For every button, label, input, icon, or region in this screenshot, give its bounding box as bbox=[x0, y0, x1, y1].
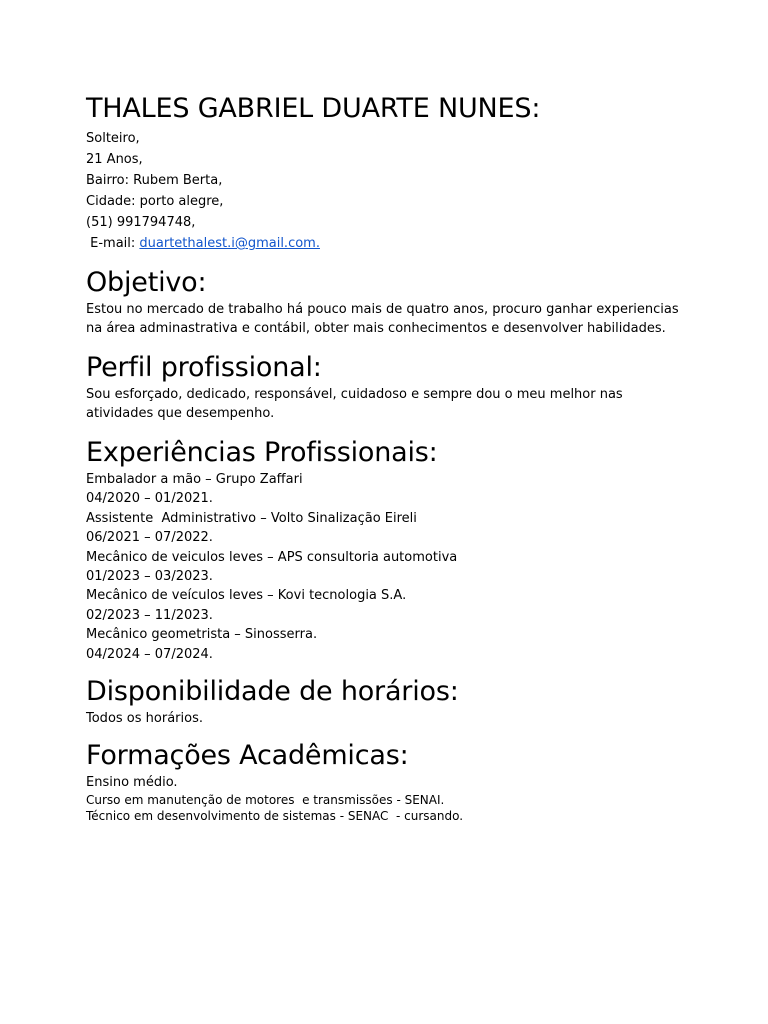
disponibilidade-heading: Disponibilidade de horários: bbox=[86, 676, 459, 708]
formacao-item: Técnico em desenvolvimento de sistemas - SENAC - cursando. bbox=[86, 809, 464, 824]
phone: (51) 991794748, bbox=[86, 215, 196, 230]
experience-line: 04/2024 – 07/2024. bbox=[86, 646, 213, 662]
formacao-item: Curso em manutenção de motores e transmissões - SENAI. bbox=[86, 793, 445, 808]
experience-line: 02/2023 – 11/2023. bbox=[86, 607, 213, 623]
experience-line: 04/2020 – 01/2021. bbox=[86, 491, 213, 507]
experience-line: Assistente Administrativo – Volto Sinalização Eireli bbox=[86, 510, 417, 526]
marital-status: Solteiro, bbox=[86, 131, 140, 146]
experience-line: Mecânico de veículos leves – Kovi tecnologia S.A. bbox=[86, 588, 407, 604]
age: 21 Anos, bbox=[86, 152, 143, 167]
section-experiencias bbox=[86, 436, 686, 664]
email-row bbox=[86, 233, 686, 254]
neighborhood: Bairro: Rubem Berta, bbox=[86, 173, 223, 188]
email-link[interactable]: duartethalest.i@gmail.com. bbox=[139, 236, 320, 251]
experiencias-heading: Experiências Profissionais: bbox=[86, 437, 438, 468]
formacao-item: Ensino médio. bbox=[86, 775, 178, 791]
objetivo-heading: Objetivo: bbox=[86, 267, 207, 298]
perfil-heading: Perfil profissional: bbox=[86, 352, 322, 383]
experience-line: Mecânico de veiculos leves – APS consultoria automotiva bbox=[86, 549, 458, 565]
section-disponibilidade bbox=[86, 675, 686, 728]
experience-line: Mecânico geometrista – Sinosserra. bbox=[86, 627, 318, 643]
candidate-name: THALES GABRIEL DUARTE NUNES: bbox=[86, 93, 541, 124]
objetivo-text: Estou no mercado de trabalho há pouco mais de quatro anos, procuro ganhar experiencias na área adminastrativa e contábil, obter mais conhecimentos e desenvolver habilidades. bbox=[86, 302, 679, 336]
experience-line: 06/2021 – 07/2022. bbox=[86, 530, 213, 546]
perfil-text: Sou esforçado, dedicado, responsável, cuidadoso e sempre dou o meu melhor nas atividades que desempenho. bbox=[86, 387, 623, 421]
disponibilidade-text: Todos os horários. bbox=[86, 711, 203, 727]
section-formacoes bbox=[86, 739, 686, 824]
resume-page bbox=[86, 92, 686, 824]
formacoes-heading: Formações Acadêmicas: bbox=[86, 740, 409, 772]
experience-line: 01/2023 – 03/2023. bbox=[86, 569, 213, 585]
section-perfil bbox=[86, 351, 686, 423]
personal-info bbox=[86, 128, 686, 254]
city: Cidade: porto alegre, bbox=[86, 194, 224, 209]
email-label: E-mail: bbox=[86, 236, 140, 251]
experience-line: Embalador a mão – Grupo Zaffari bbox=[86, 472, 303, 487]
section-objetivo bbox=[86, 266, 686, 338]
